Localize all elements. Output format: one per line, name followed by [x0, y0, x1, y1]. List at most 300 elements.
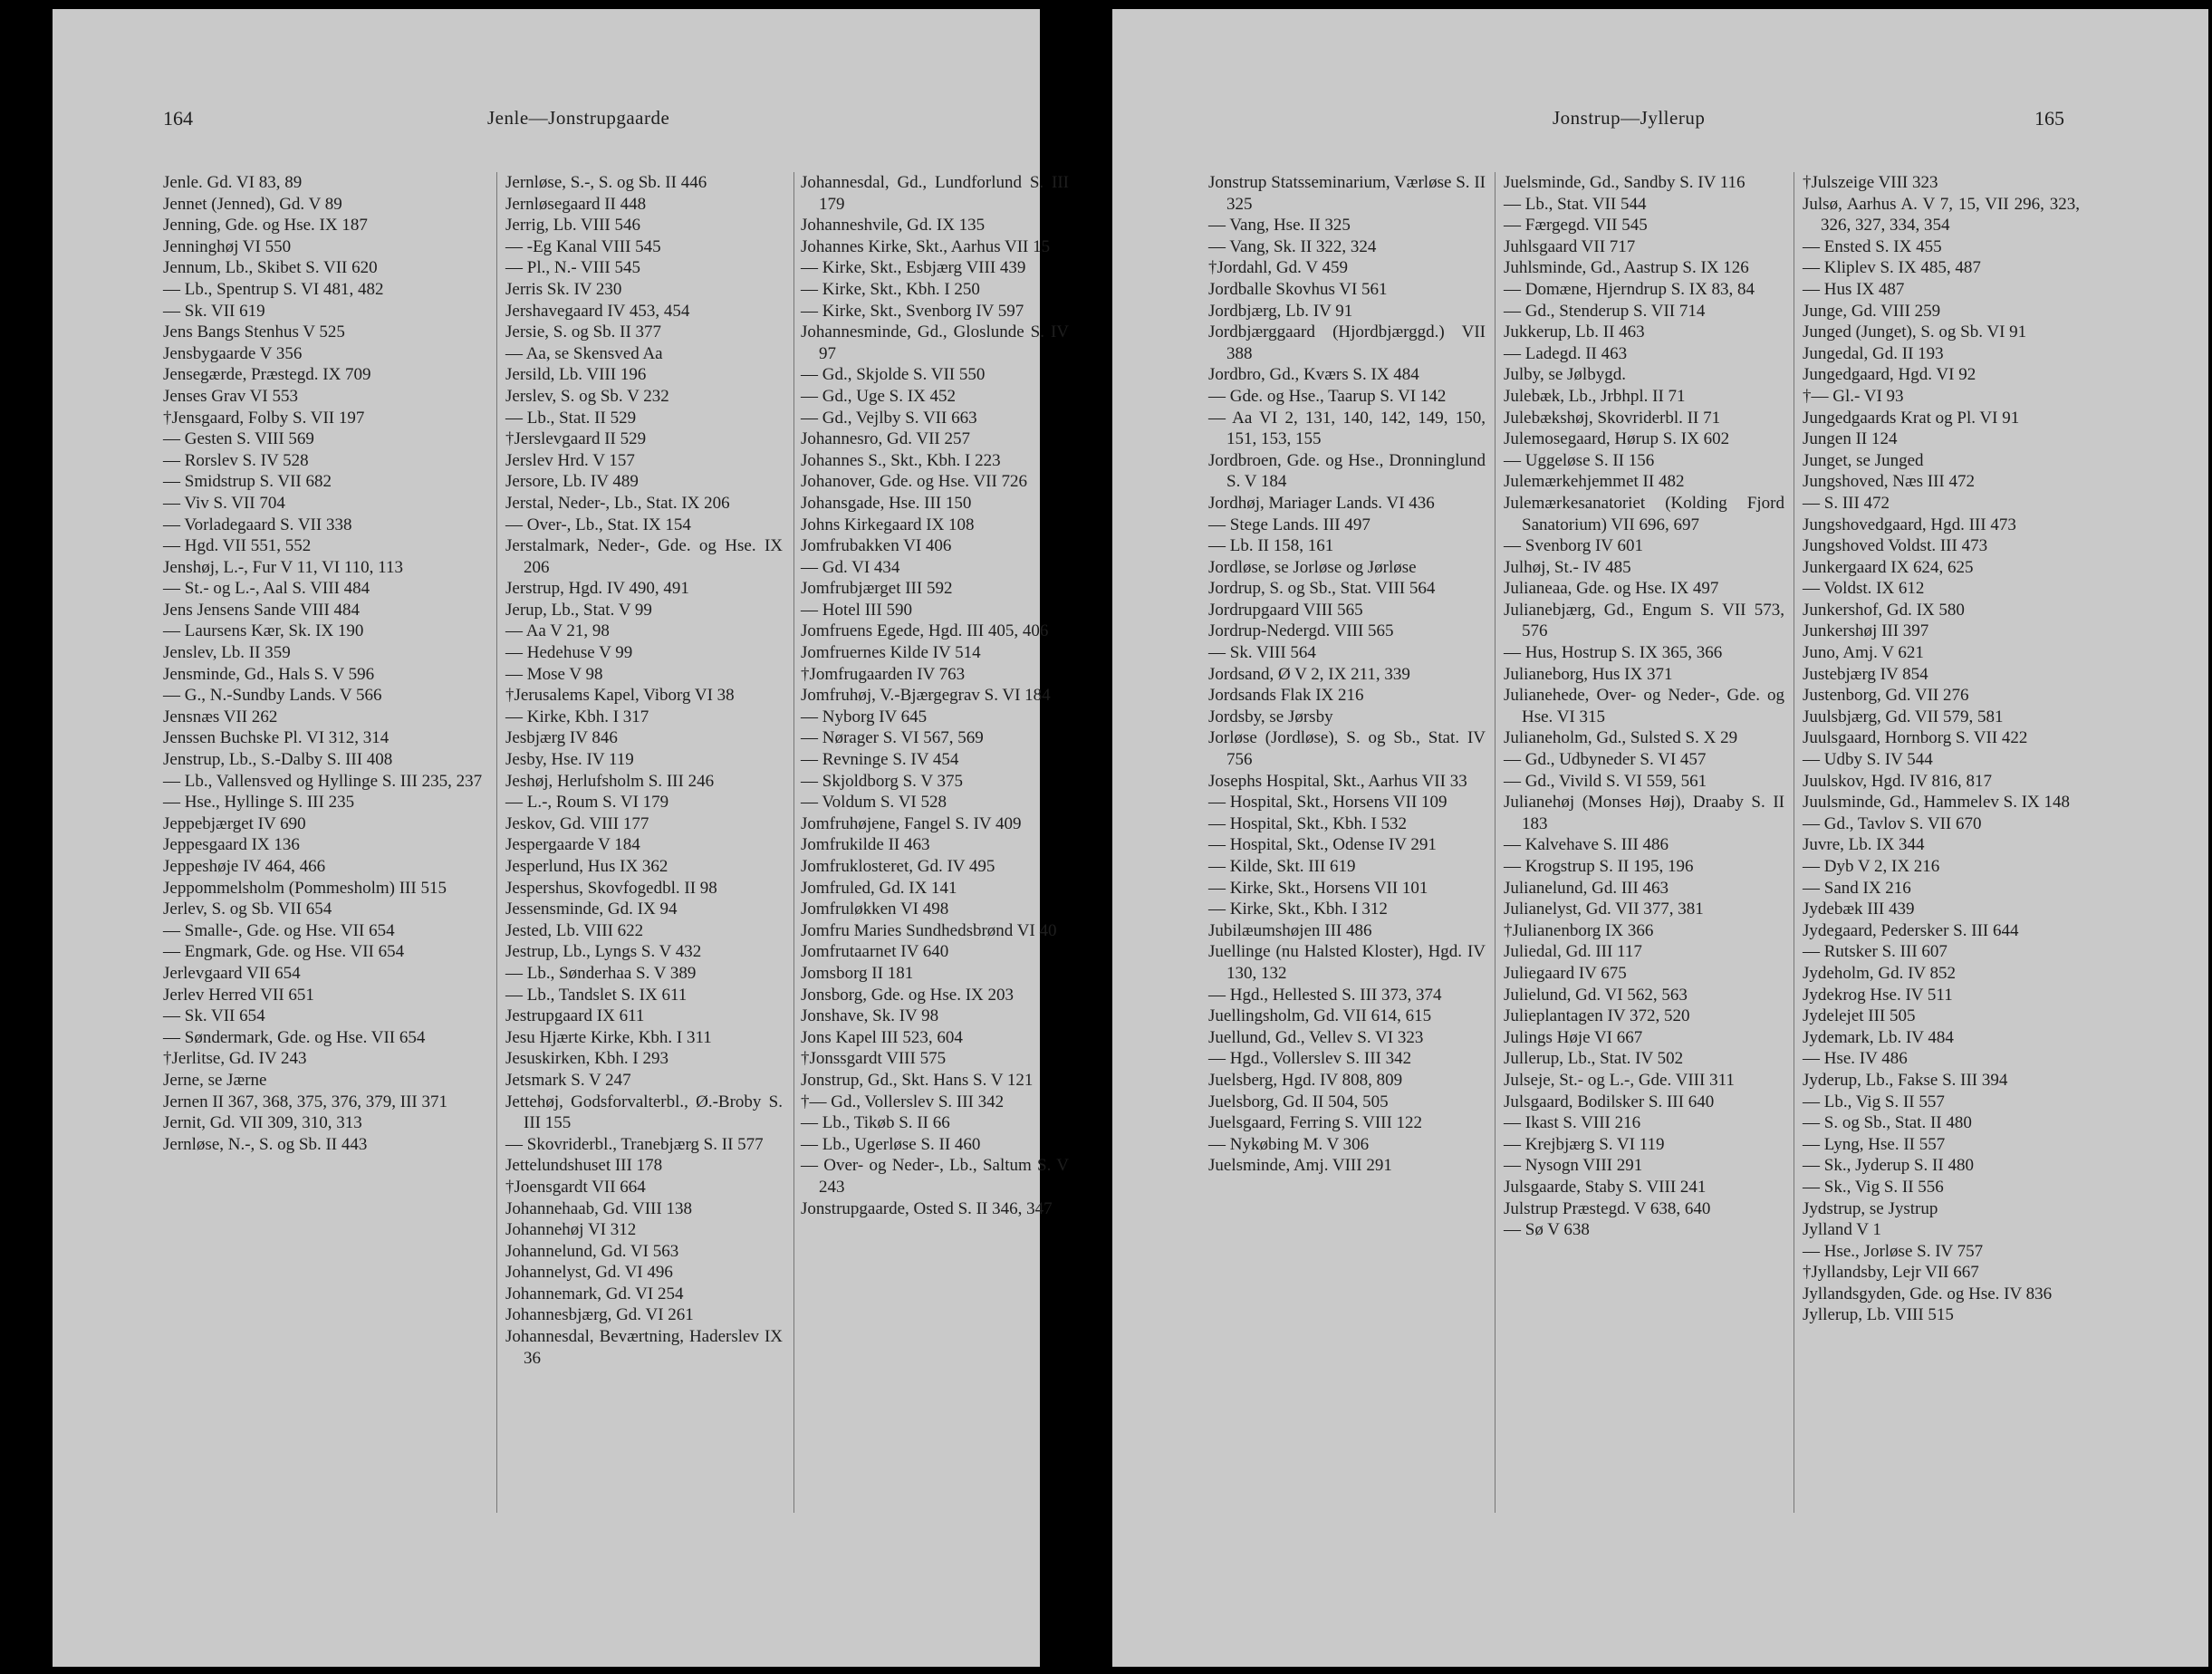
- index-entry: Juhlsgaard VII 717: [1504, 236, 1636, 256]
- index-entry: — Sk. VII 654: [163, 1006, 265, 1026]
- index-entry: Juulskov, Hgd. IV 816, 817: [1803, 771, 1993, 791]
- index-entry: — Ikast S. VIII 216: [1504, 1113, 1641, 1133]
- index-entry: Johannelund, Gd. VI 563: [505, 1241, 679, 1261]
- index-entry: — -Eg Kanal VIII 545: [505, 236, 661, 256]
- index-entry: — Mose V 98: [505, 664, 603, 684]
- index-entry: — Rutsker S. III 607: [1803, 942, 1948, 962]
- index-entry: — Søndermark, Gde. og Hse. VII 654: [163, 1027, 426, 1047]
- index-entry: Johannesminde, Gd., Gloslunde S. IV 97: [801, 322, 1069, 363]
- index-entry: — Udby S. IV 544: [1803, 750, 1933, 770]
- index-entry: Juulsgaard, Hornborg S. VII 422: [1803, 728, 2028, 748]
- index-entry: †Julianenborg IX 366: [1504, 920, 1654, 940]
- column-rule: [1495, 172, 1496, 1513]
- index-entry: — Gd., Udbyneder S. VI 457: [1504, 750, 1707, 770]
- index-entry: Jomfruhøj, V.-Bjærgegrav S. VI 184: [801, 686, 1051, 706]
- index-entry: — Hgd., Hellested S. III 373, 374: [1208, 985, 1442, 1005]
- index-entry: — Hotel III 590: [801, 600, 912, 620]
- index-entry: — Vorladegaard S. VII 338: [163, 515, 352, 534]
- index-entry: Jungshovedgaard, Hgd. III 473: [1803, 515, 2016, 534]
- index-entry: — Gd., Tavlov S. VII 670: [1803, 813, 1982, 833]
- index-entry: Julianelyst, Gd. VII 377, 381: [1504, 900, 1704, 919]
- index-entry: Jernløse, N.-, S. og Sb. II 443: [163, 1134, 368, 1154]
- index-entry: Junkershøj III 397: [1803, 621, 1929, 641]
- index-entry: Jerris Sk. IV 230: [505, 279, 622, 299]
- index-entry: Jordbro, Gd., Kværs S. IX 484: [1208, 365, 1419, 385]
- index-entry: Jullerup, Lb., Stat. IV 502: [1504, 1049, 1684, 1069]
- index-entry: — Aa V 21, 98: [505, 621, 610, 641]
- index-entry: Jomfruløkken VI 498: [801, 900, 949, 919]
- index-entry: Jydstrup, se Jystrup: [1803, 1198, 1938, 1218]
- index-entry: Jernløsegaard II 448: [505, 194, 647, 214]
- index-entry: — Voldum S. VI 528: [801, 793, 947, 813]
- index-entry: — Hospital, Skt., Horsens VII 109: [1208, 793, 1447, 813]
- index-entry: — Domæne, Hjerndrup S. IX 83, 84: [1504, 279, 1755, 299]
- index-entry: — Gd., Stenderup S. VII 714: [1504, 301, 1706, 321]
- index-entry: — Skovriderbl., Tranebjærg S. II 577: [505, 1134, 764, 1154]
- index-entry: Jyderup, Lb., Fakse S. III 394: [1803, 1070, 2008, 1090]
- index-entry: Justenborg, Gd. VII 276: [1803, 686, 1969, 706]
- index-entry: — Aa VI 2, 131, 140, 142, 149, 150, 151, 153, 155: [1208, 408, 1486, 449]
- index-entry: Jetsmark S. V 247: [505, 1070, 631, 1090]
- index-entry: Jonstrupgaarde, Osted S. II 346, 347: [801, 1198, 1053, 1218]
- index-entry: Jernløse, S.-, S. og Sb. II 446: [505, 173, 707, 192]
- index-entry: Juulsminde, Gd., Hammelev S. IX 148: [1803, 793, 2071, 813]
- index-entry: — Lyng, Hse. II 557: [1803, 1134, 1946, 1154]
- index-entry: — Lb., Sønderhaa S. V 389: [505, 963, 697, 983]
- index-entry: Julsø, Aarhus A. V 7, 15, VII 296, 323, 326, 327, 334, 354: [1803, 194, 2080, 236]
- index-entry: — Hgd. VII 551, 552: [163, 536, 312, 556]
- index-entry: Julseje, St.- og L.-, Gde. VIII 311: [1504, 1070, 1735, 1090]
- index-entry: †— Gl.- VI 93: [1803, 386, 1904, 406]
- index-entry: Johannesro, Gd. VII 257: [801, 429, 970, 449]
- index-entry: — Sk. VII 619: [163, 301, 265, 321]
- index-entry: Jesu Hjærte Kirke, Kbh. I 311: [505, 1027, 712, 1047]
- index-entry: — Lb., Tandslet S. IX 611: [505, 985, 688, 1005]
- index-entry: †Jomfrugaarden IV 763: [801, 664, 966, 684]
- index-entry: Jungen II 124: [1803, 429, 1898, 449]
- running-head: Jonstrup—Jyllerup: [1553, 107, 1706, 129]
- index-entry: Jeppeshøje IV 464, 466: [163, 857, 326, 876]
- index-entry: †Jordahl, Gd. V 459: [1208, 258, 1348, 278]
- index-entry: Jerlev, S. og Sb. VII 654: [163, 900, 332, 919]
- index-entry: Jordrup-Nedergd. VIII 565: [1208, 621, 1394, 641]
- index-entry: — Laursens Kær, Sk. IX 190: [163, 621, 364, 641]
- index-entry: — Nysogn VIII 291: [1504, 1156, 1643, 1176]
- index-entry: Jerslev, S. og Sb. V 232: [505, 386, 669, 406]
- index-entry: Jomfrukilde II 463: [801, 835, 930, 855]
- index-entry: Junget, se Junged: [1803, 450, 1924, 470]
- index-entry: — Lb., Stat. VII 544: [1504, 194, 1647, 214]
- index-entry: — Gd., Skjolde S. VII 550: [801, 365, 986, 385]
- index-entry: Julianeborg, Hus IX 371: [1504, 664, 1673, 684]
- index-entry: Jenslev, Lb. II 359: [163, 643, 291, 663]
- index-entry: — Hedehuse V 99: [505, 643, 633, 663]
- index-entry: Johns Kirkegaard IX 108: [801, 515, 975, 534]
- index-entry: — Hse. IV 486: [1803, 1049, 1908, 1069]
- index-entry: Jordsand, Ø V 2, IX 211, 339: [1208, 664, 1410, 684]
- index-entry: — Hgd., Vollerslev S. III 342: [1208, 1049, 1412, 1069]
- index-entry: Jens Bangs Stenhus V 525: [163, 322, 345, 342]
- index-entry: Jomfruklosteret, Gd. IV 495: [801, 857, 995, 876]
- index-entry: — S. og Sb., Stat. II 480: [1803, 1113, 1972, 1133]
- index-entry: — Krogstrup S. II 195, 196: [1504, 857, 1694, 876]
- index-entry: — Nyborg IV 645: [801, 707, 928, 726]
- index-entry: Jorløse (Jordløse), S. og Sb., Stat. IV 756: [1208, 728, 1486, 770]
- index-entry: Julianehede, Over- og Neder-, Gde. og Hse. VI 315: [1504, 686, 1784, 726]
- index-entry: Julianeholm, Gd., Sulsted S. X 29: [1504, 728, 1738, 748]
- index-entry: — Sk., Vig S. II 556: [1803, 1177, 1944, 1197]
- index-entry: Jesperlund, Hus IX 362: [505, 857, 668, 876]
- index-entry: Jeppommelsholm (Pommesholm) III 515: [163, 878, 447, 898]
- index-entry: Jomfruens Egede, Hgd. III 405, 406: [801, 621, 1049, 641]
- index-entry: Josephs Hospital, Skt., Aarhus VII 33: [1208, 771, 1467, 791]
- index-entry: Jomfruernes Kilde IV 514: [801, 643, 981, 663]
- index-entry: Jyllandsgyden, Gde. og Hse. IV 836: [1803, 1284, 2053, 1304]
- index-entry: Julielund, Gd. VI 562, 563: [1504, 985, 1688, 1005]
- index-entry: Jyllerup, Lb. VIII 515: [1803, 1305, 1954, 1325]
- index-entry: Jordbjærggaard (Hjordbjærggd.) VII 388: [1208, 322, 1486, 363]
- index-entry: Jydemark, Lb. IV 484: [1803, 1027, 1954, 1047]
- index-entry: Johansgade, Hse. III 150: [801, 493, 972, 513]
- index-entry: Jespergaarde V 184: [505, 835, 640, 855]
- index-entry: — Lb., Spentrup S. VI 481, 482: [163, 279, 384, 299]
- index-entry: Juelsborg, Gd. II 504, 505: [1208, 1092, 1389, 1111]
- index-entry: Jennum, Lb., Skibet S. VII 620: [163, 258, 378, 278]
- index-entry: — Vang, Hse. II 325: [1208, 216, 1351, 236]
- index-entry: Jestrup, Lb., Lyngs S. V 432: [505, 942, 702, 962]
- index-entry: Juliedal, Gd. III 117: [1504, 942, 1642, 962]
- index-entry: — Kirke, Skt., Kbh. I 250: [801, 279, 980, 299]
- index-entry: Johannes S., Skt., Kbh. I 223: [801, 450, 1001, 470]
- index-entry: — Kirke, Skt., Horsens VII 101: [1208, 878, 1428, 898]
- index-entry: Jordløse, se Jorløse og Jørløse: [1208, 557, 1417, 577]
- index-entry: — Gesten S. VIII 569: [163, 429, 314, 449]
- index-entry: Jerup, Lb., Stat. V 99: [505, 600, 652, 620]
- index-entry: Julings Høje VI 667: [1504, 1027, 1643, 1047]
- index-entry: Jeshøj, Herlufsholm S. III 246: [505, 771, 715, 791]
- index-entry: — Vang, Sk. II 322, 324: [1208, 236, 1377, 256]
- index-entry: Jomfrubakken VI 406: [801, 536, 952, 556]
- index-entry: Jettehøj, Godsforvalterbl., Ø.-Broby S. III 155: [505, 1092, 783, 1133]
- index-entry: — Over- og Neder-, Lb., Saltum S. V 243: [801, 1156, 1069, 1197]
- index-entry: Jukkerup, Lb. II 463: [1504, 322, 1645, 342]
- index-entry: — Skjoldborg S. V 375: [801, 771, 963, 791]
- index-entry: Julianeaa, Gde. og Hse. IX 497: [1504, 579, 1719, 599]
- index-entry: Jenssen Buchske Pl. VI 312, 314: [163, 728, 390, 748]
- index-entry: — Ensted S. IX 455: [1803, 236, 1942, 256]
- index-entry: Juelsberg, Hgd. IV 808, 809: [1208, 1070, 1403, 1090]
- index-entry: — Krejbjærg S. VI 119: [1504, 1134, 1665, 1154]
- index-entry: — Kirke, Skt., Esbjærg VIII 439: [801, 258, 1026, 278]
- index-entry: Julsgaarde, Staby S. VIII 241: [1504, 1177, 1707, 1197]
- index-entry: Jydegaard, Pedersker S. III 644: [1803, 920, 2019, 940]
- index-entry: — Hus, Hostrup S. IX 365, 366: [1504, 643, 1723, 663]
- index-entry: — Hospital, Skt., Odense IV 291: [1208, 835, 1437, 855]
- index-entry: Julieplantagen IV 372, 520: [1504, 1006, 1690, 1026]
- index-entry: Jonsborg, Gde. og Hse. IX 203: [801, 985, 1015, 1005]
- index-entry: — Lb., Vallensved og Hyllinge S. III 235, 237: [163, 771, 483, 791]
- index-entry: Jonstrup, Gd., Skt. Hans S. V 121: [801, 1070, 1034, 1090]
- index-entry: Junge, Gd. VIII 259: [1803, 301, 1941, 321]
- index-entry: Jensegærde, Præstegd. IX 709: [163, 365, 371, 385]
- index-entry: Jubilæumshøjen III 486: [1208, 920, 1372, 940]
- index-entry: Jons Kapel III 523, 604: [801, 1027, 963, 1047]
- index-entry: Julemærkesanatoriet (Kolding Fjord Sanatorium) VII 696, 697: [1504, 493, 1784, 534]
- index-entry: — Hse., Hyllinge S. III 235: [163, 793, 355, 813]
- index-entry: — Ladegd. II 463: [1504, 343, 1628, 363]
- index-entry: — Voldst. IX 612: [1803, 579, 1925, 599]
- index-entry: †— Gd., Vollerslev S. III 342: [801, 1092, 1005, 1111]
- index-entry: Jerlevgaard VII 654: [163, 963, 301, 983]
- index-entry: — Hospital, Skt., Kbh. I 532: [1208, 813, 1408, 833]
- index-entry: Jordrup, S. og Sb., Stat. VIII 564: [1208, 579, 1436, 599]
- index-entry: Johanover, Gde. og Hse. VII 726: [801, 472, 1028, 492]
- index-entry: Jomfruhøjene, Fangel S. IV 409: [801, 813, 1022, 833]
- index-entry: Julemosegaard, Hørup S. IX 602: [1504, 429, 1730, 449]
- index-entry: Junkershof, Gd. IX 580: [1803, 600, 1965, 620]
- index-entry: Juellinge (nu Halsted Kloster), Hgd. IV 130, 132: [1208, 942, 1486, 983]
- index-column-2: [1504, 172, 1784, 1241]
- index-entry: — Gde. og Hse., Taarup S. VI 142: [1208, 386, 1447, 406]
- index-column-3: [801, 172, 1069, 1219]
- index-entry: †Jyllandsby, Lejr VII 667: [1803, 1263, 1979, 1283]
- index-entry: Juliegaard IV 675: [1504, 963, 1627, 983]
- index-entry: Jenstrup, Lb., S.-Dalby S. III 408: [163, 750, 393, 770]
- index-entry: Julemærkehjemmet II 482: [1504, 472, 1685, 492]
- index-entry: Johannesdal, Gd., Lundforlund S. III 179: [801, 173, 1069, 214]
- index-entry: Jungedgaard, Hgd. VI 92: [1803, 365, 1976, 385]
- index-entry: Jenninghøj VI 550: [163, 236, 292, 256]
- index-entry: — Færgegd. VII 545: [1504, 216, 1648, 236]
- index-entry: †Jerusalems Kapel, Viborg VI 38: [505, 686, 735, 706]
- index-entry: — Kirke, Kbh. I 317: [505, 707, 649, 726]
- index-column-1: [1208, 172, 1486, 1177]
- column-rule: [793, 172, 794, 1513]
- index-entry: Jeppebjærget IV 690: [163, 813, 306, 833]
- index-entry: Jylland V 1: [1803, 1220, 1881, 1240]
- index-entry: Jenshøj, L.-, Fur V 11, VI 110, 113: [163, 557, 403, 577]
- index-column-1: [163, 172, 486, 1155]
- index-entry: Jensbygaarde V 356: [163, 343, 303, 363]
- index-entry: Jerstalmark, Neder-, Gde. og Hse. IX 206: [505, 536, 783, 577]
- index-entry: Juellingsholm, Gd. VII 614, 615: [1208, 1006, 1432, 1026]
- index-entry: — Rorslev S. IV 528: [163, 450, 309, 470]
- index-entry: Justebjærg IV 854: [1803, 664, 1928, 684]
- index-entry: Jungshoved Voldst. III 473: [1803, 536, 1988, 556]
- index-entry: — Kliplev S. IX 485, 487: [1803, 258, 1981, 278]
- index-entry: Jordbjærg, Lb. IV 91: [1208, 301, 1353, 321]
- index-entry: †Jonssgardt VIII 575: [801, 1049, 947, 1069]
- index-entry: — Kirke, Skt., Svenborg IV 597: [801, 301, 1024, 321]
- index-entry: — Aa, se Skensved Aa: [505, 343, 663, 363]
- index-entry: Johanneshvile, Gd. IX 135: [801, 216, 986, 236]
- index-entry: Jenses Grav VI 553: [163, 386, 298, 406]
- index-entry: Jestrupgaard IX 611: [505, 1006, 645, 1026]
- index-entry: Julsgaard, Bodilsker S. III 640: [1504, 1092, 1715, 1111]
- index-entry: Juhlsminde, Gd., Aastrup S. IX 126: [1504, 258, 1749, 278]
- index-entry: Johannehøj VI 312: [505, 1220, 637, 1240]
- index-entry: — L.-, Roum S. VI 179: [505, 793, 669, 813]
- index-entry: — Sand IX 216: [1803, 878, 1911, 898]
- index-entry: †Joensgardt VII 664: [505, 1177, 646, 1197]
- index-entry: Julstrup Præstegd. V 638, 640: [1504, 1198, 1711, 1218]
- left-page: [53, 9, 1069, 1667]
- index-entry: — Lb., Vig S. II 557: [1803, 1092, 1945, 1111]
- index-entry: — Sø V 638: [1504, 1220, 1590, 1240]
- index-entry: Julby, se Jølbygd.: [1504, 365, 1626, 385]
- index-entry: Jersie, S. og Sb. II 377: [505, 322, 662, 342]
- index-entry: Junkergaard IX 624, 625: [1803, 557, 1974, 577]
- index-entry: — St.- og L.-, Aal S. VIII 484: [163, 579, 370, 599]
- index-entry: Jordsands Flak IX 216: [1208, 686, 1364, 706]
- column-rule: [496, 172, 497, 1513]
- index-entry: Jomfrubjærget III 592: [801, 579, 953, 599]
- index-entry: Johannes Kirke, Skt., Aarhus VII 15: [801, 236, 1051, 256]
- index-entry: †Jerlitse, Gd. IV 243: [163, 1049, 307, 1069]
- index-entry: Jerstrup, Hgd. IV 490, 491: [505, 579, 689, 599]
- index-entry: — Lb., Stat. II 529: [505, 408, 637, 428]
- index-entry: Johannesdal, Beværtning, Haderslev IX 36: [505, 1327, 783, 1368]
- index-entry: Jerstal, Neder-, Lb., Stat. IX 206: [505, 493, 730, 513]
- index-entry: — Gd., Uge S. IX 452: [801, 386, 956, 406]
- index-entry: — G., N.-Sundby Lands. V 566: [163, 686, 382, 706]
- index-entry: Jydekrog Hse. IV 511: [1803, 985, 1953, 1005]
- index-entry: Jespershus, Skovfogedbl. II 98: [505, 878, 717, 898]
- index-entry: †Julszeige VIII 323: [1803, 173, 1938, 192]
- index-entry: Junged (Junget), S. og Sb. VI 91: [1803, 322, 2027, 342]
- index-column-3: [1803, 172, 2080, 1326]
- index-entry: — Svenborg IV 601: [1504, 536, 1643, 556]
- index-entry: Juulsbjærg, Gd. VII 579, 581: [1803, 707, 2004, 726]
- index-entry: Jens Jensens Sande VIII 484: [163, 600, 361, 620]
- index-entry: Jordbroen, Gde. og Hse., Dronninglund S. V 184: [1208, 450, 1486, 492]
- index-entry: Jeskov, Gd. VIII 177: [505, 813, 649, 833]
- index-entry: — S. III 472: [1803, 493, 1890, 513]
- index-entry: Jerrig, Lb. VIII 546: [505, 216, 640, 236]
- index-entry: Jungshoved, Næs III 472: [1803, 472, 1975, 492]
- index-entry: Jensminde, Gd., Hals S. V 596: [163, 664, 375, 684]
- right-page: [1112, 9, 2208, 1667]
- page-number: 164: [163, 107, 193, 130]
- index-entry: Jesbjærg IV 846: [505, 728, 618, 748]
- index-entry: Jordhøj, Mariager Lands. VI 436: [1208, 493, 1435, 513]
- index-entry: Juvre, Lb. IX 344: [1803, 835, 1925, 855]
- index-entry: Julianelund, Gd. III 463: [1504, 878, 1669, 898]
- index-entry: Jordsby, se Jørsby: [1208, 707, 1333, 726]
- index-entry: — Lb. II 158, 161: [1208, 536, 1334, 556]
- index-entry: — Kalvehave S. III 486: [1504, 835, 1669, 855]
- index-entry: Julhøj, St.- IV 485: [1504, 557, 1631, 577]
- index-entry: Jungedgaards Krat og Pl. VI 91: [1803, 408, 2020, 428]
- page-number: 165: [2034, 107, 2064, 130]
- index-entry: Julianehøj (Monses Høj), Draaby S. II 183: [1504, 793, 1784, 833]
- index-entry: — Revninge S. IV 454: [801, 750, 959, 770]
- index-entry: — Viv S. VII 704: [163, 493, 285, 513]
- index-entry: Jersore, Lb. IV 489: [505, 472, 639, 492]
- index-entry: Jesuskirken, Kbh. I 293: [505, 1049, 668, 1069]
- index-entry: Jerlev Herred VII 651: [163, 985, 314, 1005]
- index-entry: Jersild, Lb. VIII 196: [505, 365, 647, 385]
- index-entry: Jennet (Jenned), Gd. V 89: [163, 194, 342, 214]
- index-entry: Jonstrup Statsseminarium, Værløse S. II 325: [1208, 173, 1486, 214]
- index-entry: Jenning, Gde. og Hse. IX 187: [163, 216, 368, 236]
- index-entry: — Smidstrup S. VII 682: [163, 472, 332, 492]
- index-entry: Johannehaab, Gd. VIII 138: [505, 1198, 692, 1218]
- index-entry: Jydebæk III 439: [1803, 900, 1915, 919]
- index-entry: — Gd., Vejlby S. VII 663: [801, 408, 977, 428]
- index-entry: Jomfrutaarnet IV 640: [801, 942, 949, 962]
- index-entry: Jordballe Skovhus VI 561: [1208, 279, 1388, 299]
- index-entry: Jydelejet III 505: [1803, 1006, 1916, 1026]
- index-entry: — Sk. VIII 564: [1208, 643, 1316, 663]
- index-entry: Jonshave, Sk. IV 98: [801, 1006, 939, 1026]
- index-entry: — Kirke, Skt., Kbh. I 312: [1208, 900, 1388, 919]
- index-entry: Julianebjærg, Gd., Engum S. VII 573, 576: [1504, 600, 1784, 641]
- index-entry: Jernen II 367, 368, 375, 376, 379, III 371: [163, 1092, 447, 1111]
- index-entry: Johannesbjærg, Gd. VI 261: [505, 1305, 694, 1325]
- index-entry: — Gd., Vivild S. VI 559, 561: [1504, 771, 1707, 791]
- index-entry: — Stege Lands. III 497: [1208, 515, 1370, 534]
- index-entry: — Hus IX 487: [1803, 279, 1905, 299]
- index-entry: Jomsborg II 181: [801, 963, 914, 983]
- index-entry: — Uggeløse S. II 156: [1504, 450, 1655, 470]
- index-entry: Jested, Lb. VIII 622: [505, 920, 644, 940]
- index-entry: Jerslev Hrd. V 157: [505, 450, 635, 470]
- index-entry: Juelsminde, Amj. VIII 291: [1208, 1156, 1392, 1176]
- index-entry: Jesby, Hse. IV 119: [505, 750, 634, 770]
- index-entry: — Engmark, Gde. og Hse. VII 654: [163, 942, 405, 962]
- index-entry: Jomfru Maries Sundhedsbrønd VI 40: [801, 920, 1057, 940]
- index-entry: Johannelyst, Gd. VI 496: [505, 1263, 673, 1283]
- running-head: Jenle—Jonstrupgaarde: [487, 107, 670, 129]
- index-entry: Jungedal, Gd. II 193: [1803, 343, 1944, 363]
- index-entry: — Over-, Lb., Stat. IX 154: [505, 515, 691, 534]
- index-entry: Jernit, Gd. VII 309, 310, 313: [163, 1113, 362, 1133]
- index-entry: — Kilde, Skt. III 619: [1208, 857, 1356, 876]
- index-entry: Jerne, se Jærne: [163, 1070, 267, 1090]
- index-entry: Juellund, Gd., Vellev S. VI 323: [1208, 1027, 1424, 1047]
- index-entry: Jessensminde, Gd. IX 94: [505, 900, 678, 919]
- index-entry: Johannemark, Gd. VI 254: [505, 1284, 684, 1304]
- index-entry: Juno, Amj. V 621: [1803, 643, 1924, 663]
- index-entry: — Lb., Ugerløse S. II 460: [801, 1134, 981, 1154]
- index-entry: Jershavegaard IV 453, 454: [505, 301, 690, 321]
- index-entry: — Hse., Jorløse S. IV 757: [1803, 1241, 1984, 1261]
- index-entry: — Pl., N.- VIII 545: [505, 258, 641, 278]
- index-entry: Jomfruled, Gd. IX 141: [801, 878, 957, 898]
- index-entry: Julebækshøj, Skovriderbl. II 71: [1504, 408, 1721, 428]
- index-entry: Jydeholm, Gd. IV 852: [1803, 963, 1957, 983]
- index-entry: Juelsgaard, Ferring S. VIII 122: [1208, 1113, 1423, 1133]
- index-entry: — Sk., Jyderup S. II 480: [1803, 1156, 1974, 1176]
- index-entry: — Lb., Tikøb S. II 66: [801, 1113, 950, 1133]
- index-entry: Juelsminde, Gd., Sandby S. IV 116: [1504, 173, 1746, 192]
- index-entry: — Gd. VI 434: [801, 557, 900, 577]
- index-entry: — Nørager S. VI 567, 569: [801, 728, 984, 748]
- index-entry: Jettelundshuset III 178: [505, 1156, 663, 1176]
- index-entry: Jordrupgaard VIII 565: [1208, 600, 1363, 620]
- index-column-2: [505, 172, 783, 1369]
- index-entry: — Nykøbing M. V 306: [1208, 1134, 1370, 1154]
- index-entry: — Dyb V 2, IX 216: [1803, 857, 1940, 876]
- index-entry: †Jerslevgaard II 529: [505, 429, 647, 449]
- index-entry: Jenle. Gd. VI 83, 89: [163, 173, 303, 192]
- index-entry: Jensnæs VII 262: [163, 707, 278, 726]
- index-entry: †Jensgaard, Folby S. VII 197: [163, 408, 365, 428]
- index-entry: — Smalle-, Gde. og Hse. VII 654: [163, 920, 395, 940]
- index-entry: Julebæk, Lb., Jrbhpl. II 71: [1504, 386, 1686, 406]
- index-entry: Jeppesgaard IX 136: [163, 835, 300, 855]
